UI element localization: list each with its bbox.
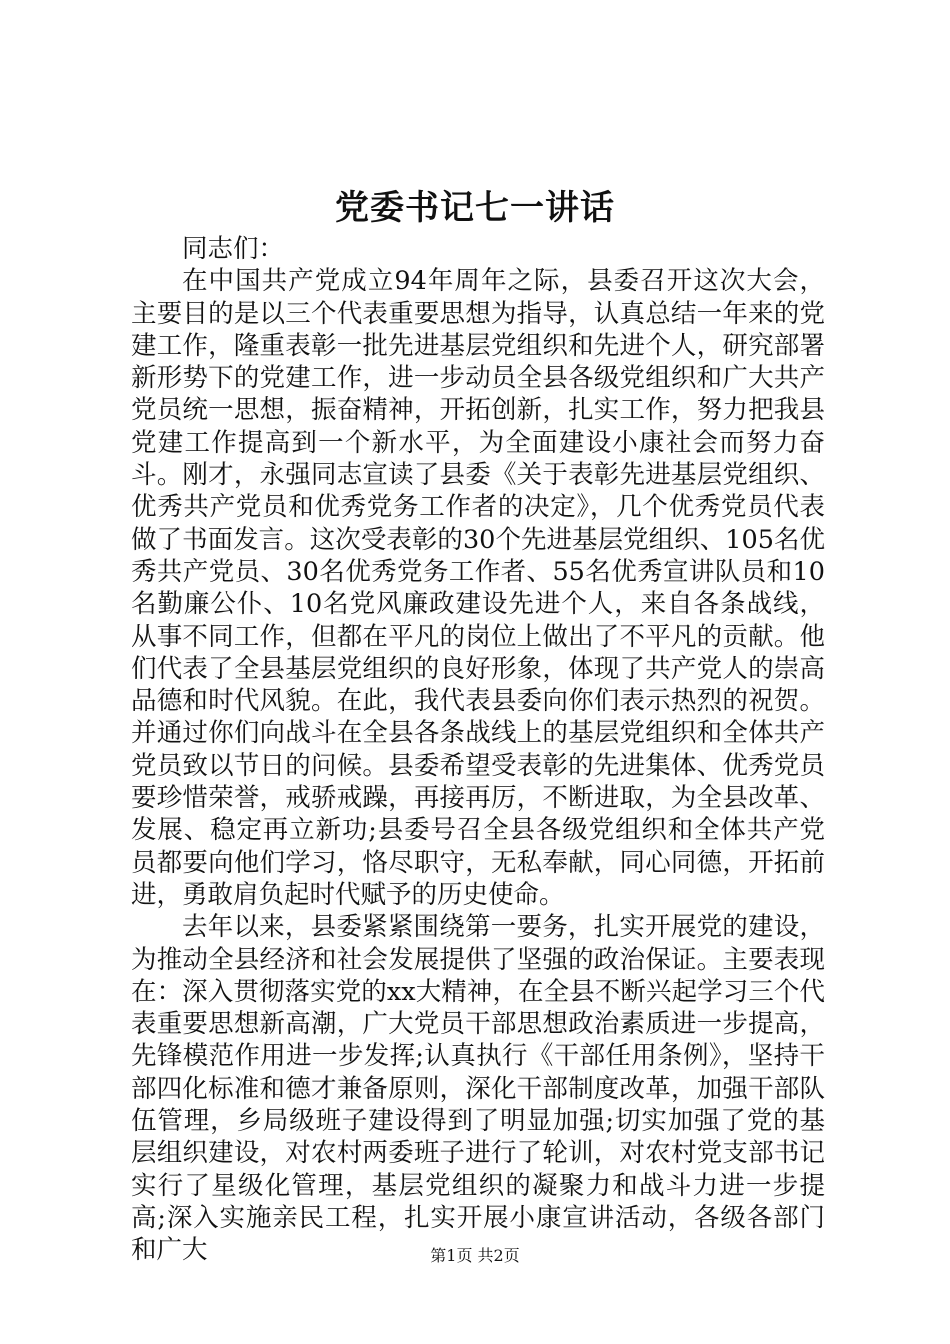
salutation: 同志们： [182,234,285,264]
paragraph-1: 在中国共产党成立94年周年之际，县委召开这次大会，主要目的是以三个代表重要思想为指导，认真总结一年来的党建工作，隆重表彰一批先进基层党组织和先进个人，研究部署新形势下的党建工作，进一步动员全县各级党组织和广大共产党员统一思想，振奋精神，开拓创新，扎实工作，努力把我县党建工作提高到一个新水平，为全面建设小康社会而努力奋斗。刚才，永强同志宣读了县委《关于表彰先进基层党组织、优秀共产党员和优秀党务工作者的决定》，几个优秀党员代表做了书面发言。这次受表彰的30个先进基层党组织、105名优秀共产党员、30名优秀党务工作者、55名优秀宣讲队员和10名勤廉公仆、10名党风廉政建设先进个人，来自各条战线，从事不同工作，但都在平凡的岗位上做出了不平凡的贡献。他们代表了全县基层党组织的良好形象，体现了共产党人的崇高品德和时代风貌。在此，我代表县委向你们表示热烈的祝贺。并通过你们向战斗在全县各条战线上的基层党组织和全体共产党员致以节日的问候。县委希望受表彰的先进集体、优秀党员要珍惜荣誉，戒骄戒躁，再接再厉，不断进取，为全县改革、发展、稳定再立新功;县委号召全县各级党组织和全体共产党员都要向他们学习，恪尽职守，无私奉献，同心同德，开拓前进，勇敢肩负起时代赋予的历史使命。 [131,266,825,910]
document-body [131,233,825,1267]
document-title: 党委书记七一讲话 [335,188,615,228]
page-footer: 第1页 共2页 [430,1246,520,1265]
paragraph-2: 去年以来，县委紧紧围绕第一要务，扎实开展党的建设，为推动全县经济和社会发展提供了坚强的政治保证。主要表现在：深入贯彻落实党的xx大精神，在全县不断兴起学习三个代表重要思想新高潮，广大党员干部思想政治素质进一步提高，先锋模范作用进一步发挥;认真执行《干部任用条例》，坚持干部四化标准和德才兼备原则，深化干部制度改革，加强干部队伍管理，乡局级班子建设得到了明显加强;切实加强了党的基层组织建设，对农村两委班子进行了轮训，对农村党支部书记实行了星级化管理，基层党组织的凝聚力和战斗力进一步提高;深入实施亲民工程，扎实开展小康宣讲活动，各级各部门和广大 [131,912,825,1266]
